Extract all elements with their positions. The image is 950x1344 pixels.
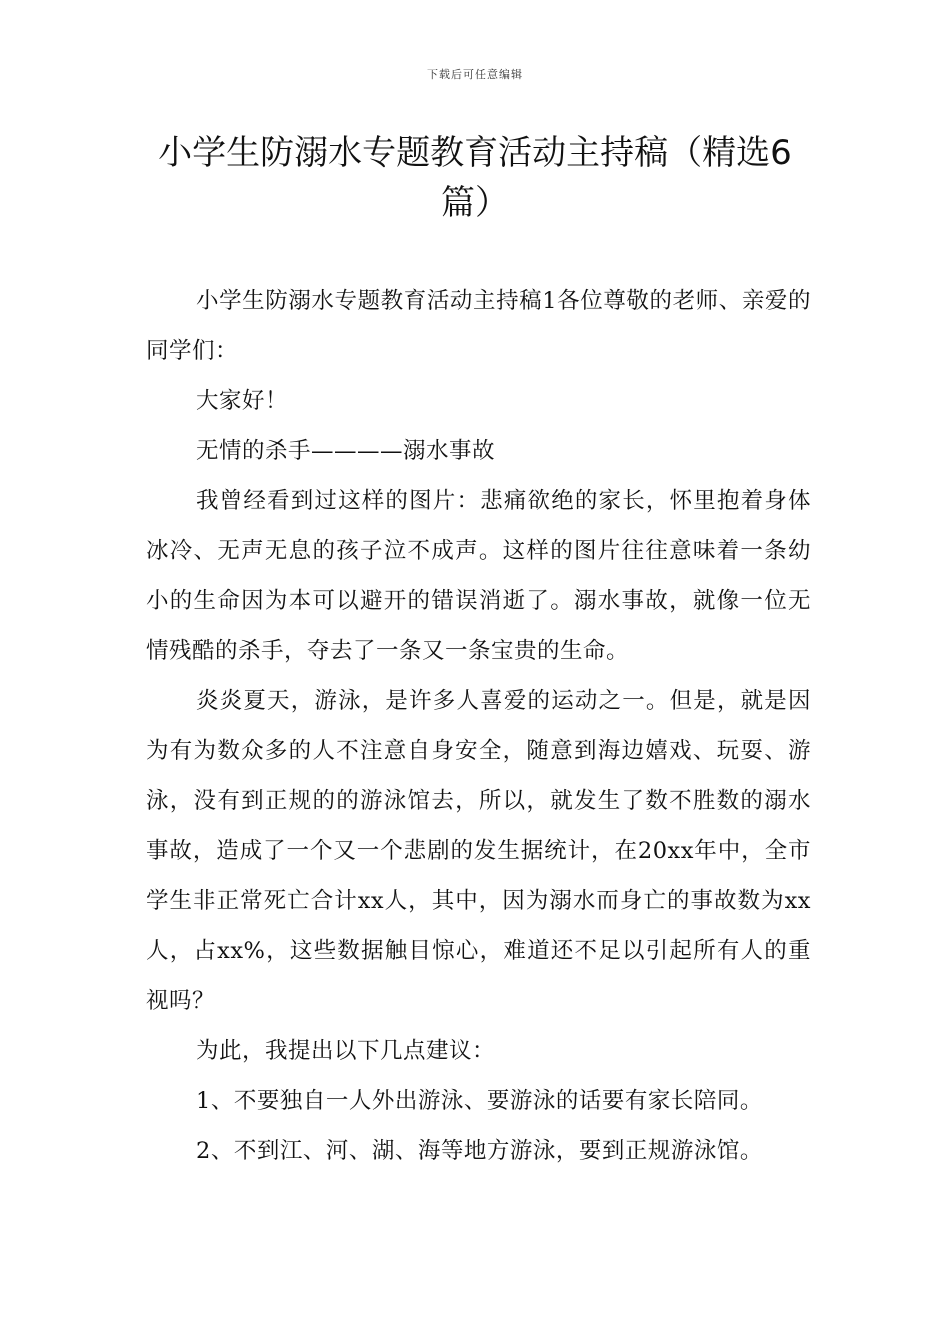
paragraph: 我曾经看到过这样的图片：悲痛欲绝的家长，怀里抱着身体冰冷、无声无息的孩子泣不成声。这样的图片往往意味着一条幼小的生命因为本可以避开的错误消逝了。溺水事故，就像一位无情残酷的杀手，夺去了一条又一条宝贵的生命。 [146, 488, 811, 664]
paragraph: 无情的杀手————溺水事故 [196, 438, 496, 464]
header-note: 下载后可任意编辑 [427, 68, 523, 81]
paragraph: 1、不要独自一人外出游泳、要游泳的话要有家长陪同。 [196, 1088, 763, 1114]
paragraph: 2、不到江、河、湖、海等地方游泳，要到正规游泳馆。 [196, 1138, 763, 1164]
document-body [146, 276, 811, 1176]
paragraph: 为此，我提出以下几点建议： [196, 1038, 496, 1064]
paragraph: 小学生防溺水专题教育活动主持稿1各位尊敬的老师、亲爱的同学们： [146, 288, 811, 364]
paragraph: 大家好！ [196, 388, 289, 414]
paragraph: 炎炎夏天，游泳，是许多人喜爱的运动之一。但是，就是因为有为数众多的人不注意自身安全，随意到海边嬉戏、玩耍、游泳，没有到正规的的游泳馆去，所以，就发生了数不胜数的溺水事故，造成了一个又一个悲剧的发生据统计，在20xx年中，全市学生非正常死亡合计xx人，其中，因为溺水而身亡的事故数为xx人，占xx%，这些数据触目惊心，难道还不足以引起所有人的重视吗？ [146, 688, 811, 1014]
document-title: 小学生防溺水专题教育活动主持稿（精选6篇） [158, 133, 792, 223]
